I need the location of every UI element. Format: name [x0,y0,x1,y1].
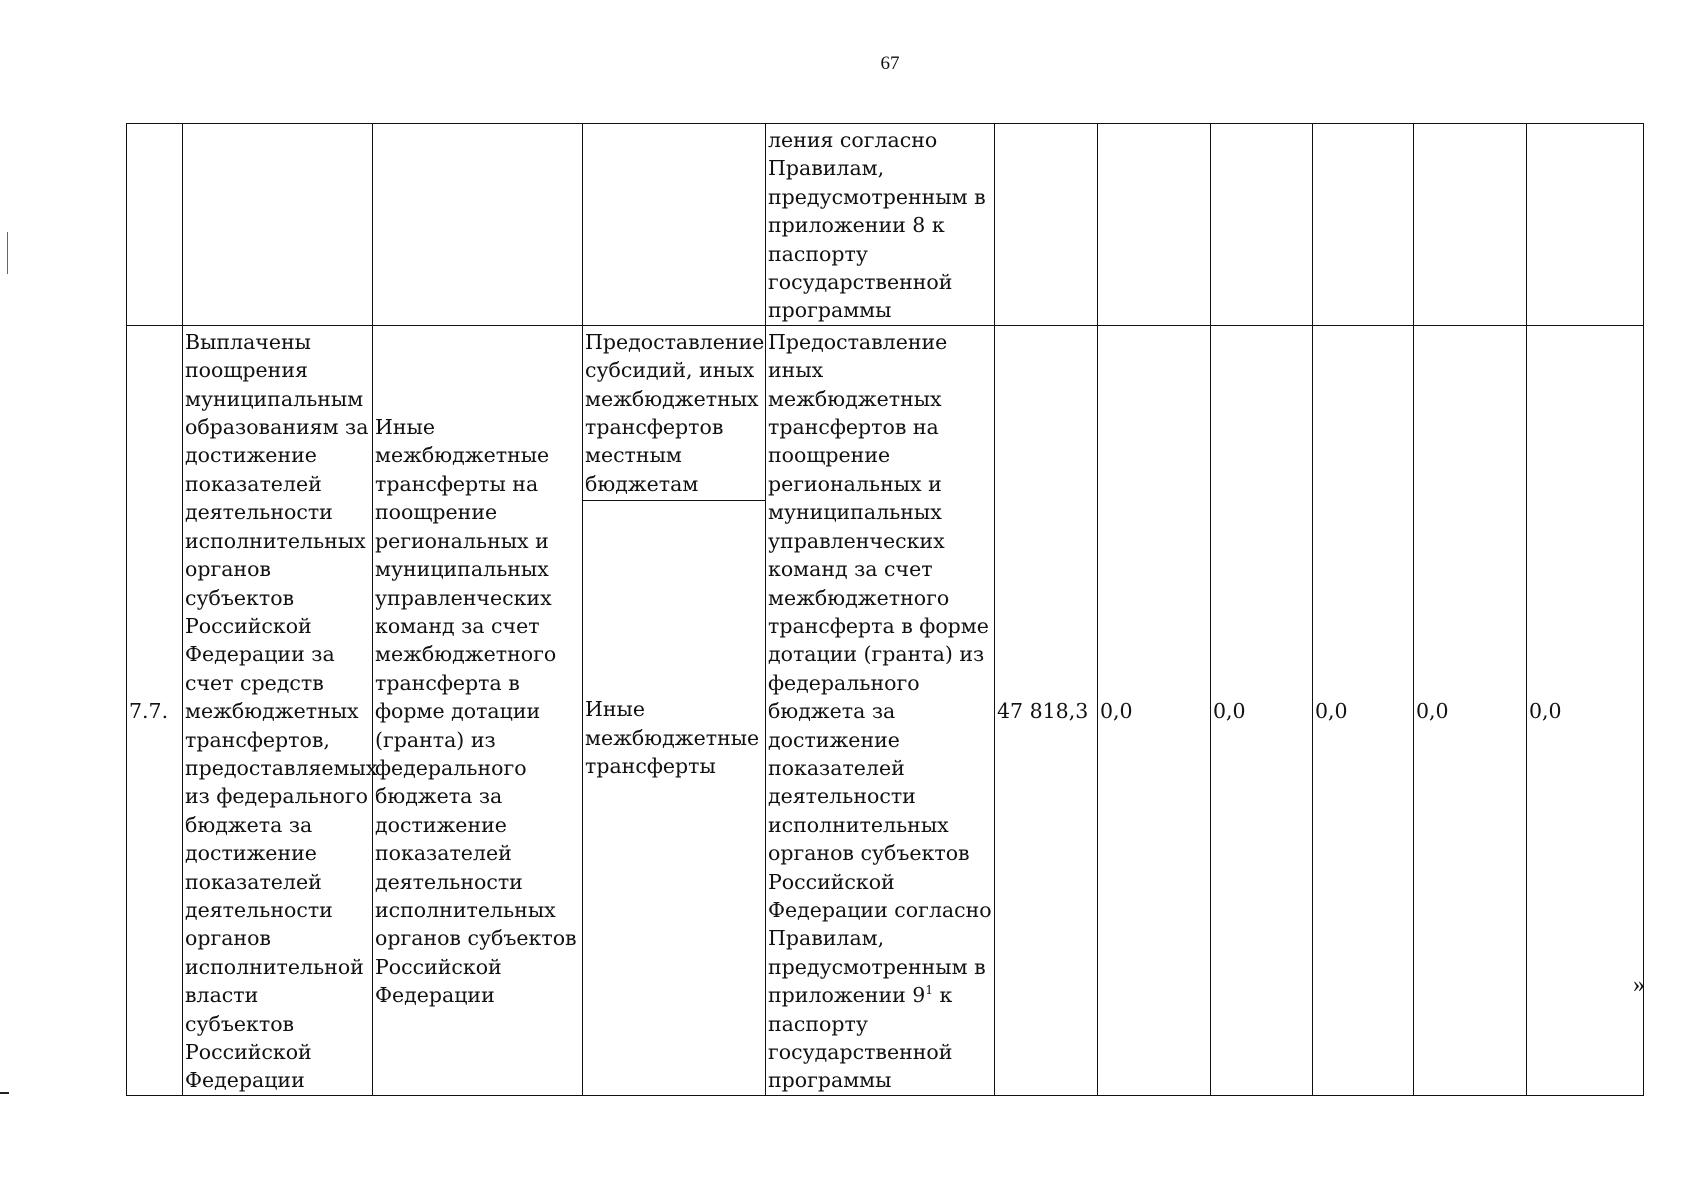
scan-mark [7,232,8,274]
cell-description: ления согласно Правилам, предусмотренным в приложении 8 к паспорту государственной программы [766,124,995,326]
cell-type [373,124,583,326]
cell-value [1211,124,1313,326]
cell-value: 0,0 [1527,325,1644,1095]
cell-type: Иные межбюджетные трансферты на поощрение региональных и муниципальных управленческих команд за счет межбюджетного трансферта в форме дотации (гранта) из федерального бюджета за достижение показателей деятельности исполнительных органов субъектов Российской Федерации [373,325,583,1095]
cell-value [1313,124,1414,326]
mechanism-bottom-text: Иные межбюджетные трансферты [585,697,760,779]
cell-value [1414,124,1527,326]
cell-result [183,124,373,326]
cell-mechanism [583,124,766,326]
cell-value: 0,0 [1313,325,1414,1095]
cell-value [1098,124,1211,326]
description-main: Предоставление иных межбюджетных трансфертов на поощрение региональных и муниципальных управленческих команд за счет межбюджетного трансферта в форме дотации (гранта) из федерального бюджета за достижение показателей деятельности исполнительных органов субъектов Российской Федерации согласно Правилам, предусмотренным в приложении 9 [768,329,992,1008]
cell-value: 0,0 [1098,325,1211,1095]
closing-quote: » [1633,972,1645,998]
mechanism-split [583,326,765,1095]
mechanism-top: Предоставление субсидий, иных межбюджетных трансфертов местным бюджетам [583,326,765,501]
cell-number: 7.7. [127,325,183,1095]
cell-number [127,124,183,326]
cell-value: 0,0 [1414,325,1527,1095]
cell-result: Выплачены поощрения муниципальным образованиям за достижение показателей деятельности исполнительных органов субъектов Российской Федерации за счет средств межбюджетных трансфертов, предоставляемых из федерального бюджета за достижение показателей деятельности органов исполнительной власти субъектов Российской Федерации [183,325,373,1095]
cell-value: 0,0 [1211,325,1313,1095]
cell-value [1527,124,1644,326]
scan-mark [0,1092,9,1094]
mechanism-bottom [583,501,765,1095]
cell-value [995,124,1098,326]
cell-value: 47 818,3 [995,325,1098,1095]
description-superscript: 1 [925,983,933,998]
cell-mechanism [583,325,766,1095]
table-row-continuation [127,124,1644,326]
table-row-7-7 [127,325,1644,1095]
cell-description [766,325,995,1095]
budget-table [126,123,1644,1096]
description-tail: к паспорту государственной программы [768,983,953,1093]
page-number: 67 [880,53,900,74]
